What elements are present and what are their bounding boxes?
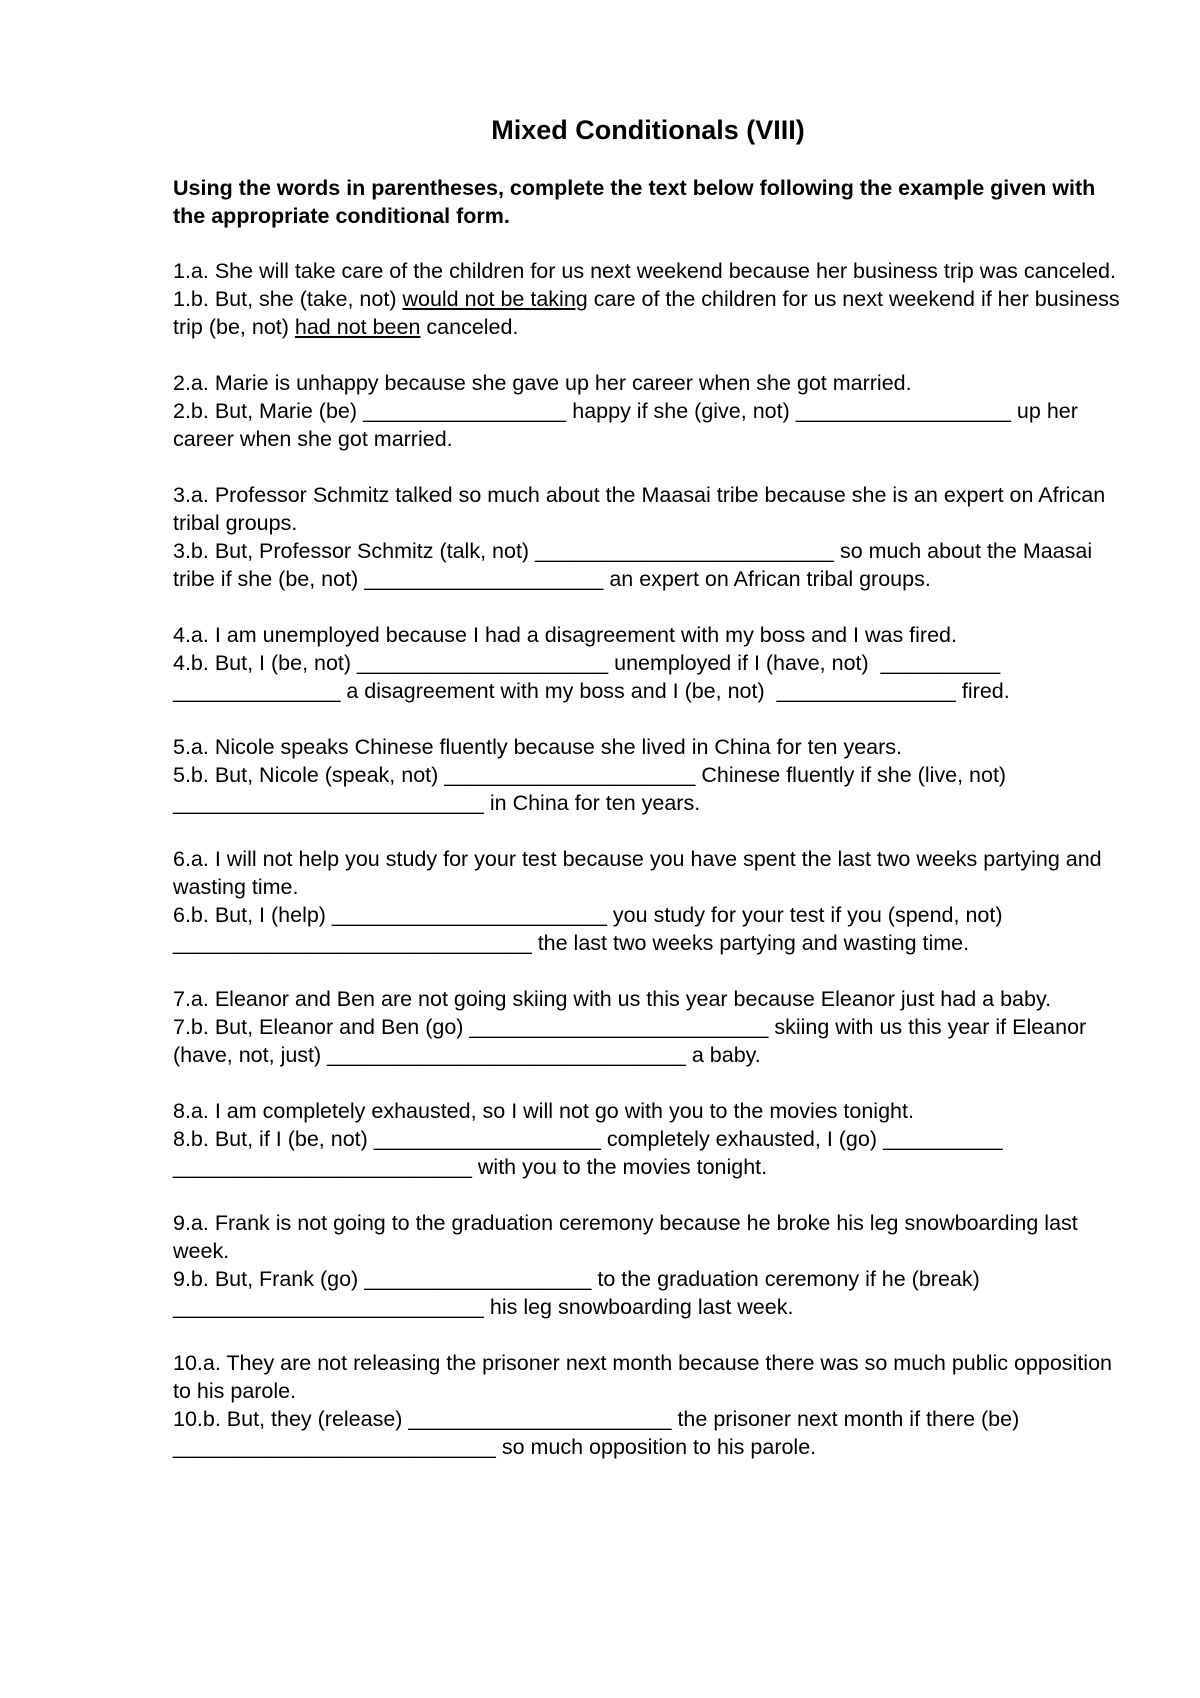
exercise-sentence-a: 2.a. Marie is unhappy because she gave up her career when she got married.: [173, 371, 912, 395]
example-answer-1: would not be taking: [402, 287, 588, 311]
exercise-sentence-a: 5.a. Nicole speaks Chinese fluently because she lived in China for ten years.: [173, 735, 903, 759]
exercise-9: [173, 1209, 1123, 1321]
exercise-sentence-a: 9.a. Frank is not going to the graduation ceremony because he broke his leg snowboarding last week.: [173, 1211, 1084, 1263]
exercise-7: [173, 985, 1123, 1069]
example-exercise: [173, 257, 1126, 341]
worksheet-page: [173, 112, 1126, 1489]
example-sentence-a: 1.a. She will take care of the children for us next weekend because her business trip was canceled.: [173, 259, 1116, 283]
exercise-sentence-a: 8.a. I am completely exhausted, so I will not go with you to the movies tonight.: [173, 1099, 914, 1123]
exercise-3: [173, 481, 1123, 593]
example-sentence-b: [173, 285, 1126, 341]
instructions: Using the words in parentheses, complete the text below following the example given with the appropriate conditional form.: [173, 176, 1096, 228]
exercise-sentence-a: 3.a. Professor Schmitz talked so much about the Maasai tribe because she is an expert on African tribal groups.: [173, 483, 1112, 535]
example-answer-2: had not been: [294, 315, 421, 339]
example-b-text-3: canceled.: [420, 315, 519, 339]
exercise-2: [173, 369, 1123, 453]
exercise-sentence-b: 8.b. But, if I (be, not) ___________________ completely exhausted, I (go) __________ _________________________ with you to the movies tonight.: [173, 1127, 1009, 1179]
exercise-sentence-b: 5.b. But, Nicole (speak, not) _____________________ Chinese fluently if she (live, not) __________________________ in China for ten years.: [173, 763, 1013, 815]
worksheet-title: Mixed Conditionals (VIII): [491, 115, 805, 145]
exercise-6: [173, 845, 1123, 957]
exercise-sentence-a: 7.a. Eleanor and Ben are not going skiing with us this year because Eleanor just had a baby.: [173, 987, 1052, 1011]
exercise-sentence-b: 6.b. But, I (help) _______________________ you study for your test if you (spend, not) ______________________________ the last two weeks partying and wasting time.: [173, 903, 1009, 955]
exercise-sentence-b: 4.b. But, I (be, not) _____________________ unemployed if I (have, not) __________ ______________ a disagreement with my boss and I (be, not) _______________ fired.: [173, 651, 1010, 703]
exercise-sentence-b: 3.b. But, Professor Schmitz (talk, not) _________________________ so much about the Maasai tribe if she (be, not) ____________________ an expert on African tribal groups.: [173, 539, 1099, 591]
exercise-5: [173, 733, 1123, 817]
exercise-sentence-b: 7.b. But, Eleanor and Ben (go) _________________________ skiing with us this year if Eleanor (have, not, just) ______________________________ a baby.: [173, 1015, 1093, 1067]
exercise-sentence-a: 6.a. I will not help you study for your test because you have spent the last two weeks partying and wasting time.: [173, 847, 1108, 899]
exercise-8: [173, 1097, 1123, 1181]
exercise-10: [173, 1349, 1123, 1461]
exercise-sentence-b: 2.b. But, Marie (be) _________________ happy if she (give, not) __________________ up her career when she got married.: [173, 399, 1084, 451]
example-b-text-2: care of the children for us next weekend if her business trip (be, not): [173, 287, 1126, 339]
exercise-sentence-b: 9.b. But, Frank (go) ___________________ to the graduation ceremony if he (break) __________________________ his leg snowboarding last week.: [173, 1267, 986, 1319]
example-b-text-1: 1.b. But, she (take, not): [173, 287, 403, 311]
exercise-sentence-b: 10.b. But, they (release) ______________________ the prisoner next month if there (be) ___________________________ so much opposition to his parole.: [173, 1407, 1026, 1459]
exercise-4: [173, 621, 1123, 705]
exercise-sentence-a: 4.a. I am unemployed because I had a disagreement with my boss and I was fired.: [173, 623, 957, 647]
exercise-sentence-a: 10.a. They are not releasing the prisoner next month because there was so much public opposition to his parole.: [173, 1351, 1118, 1403]
